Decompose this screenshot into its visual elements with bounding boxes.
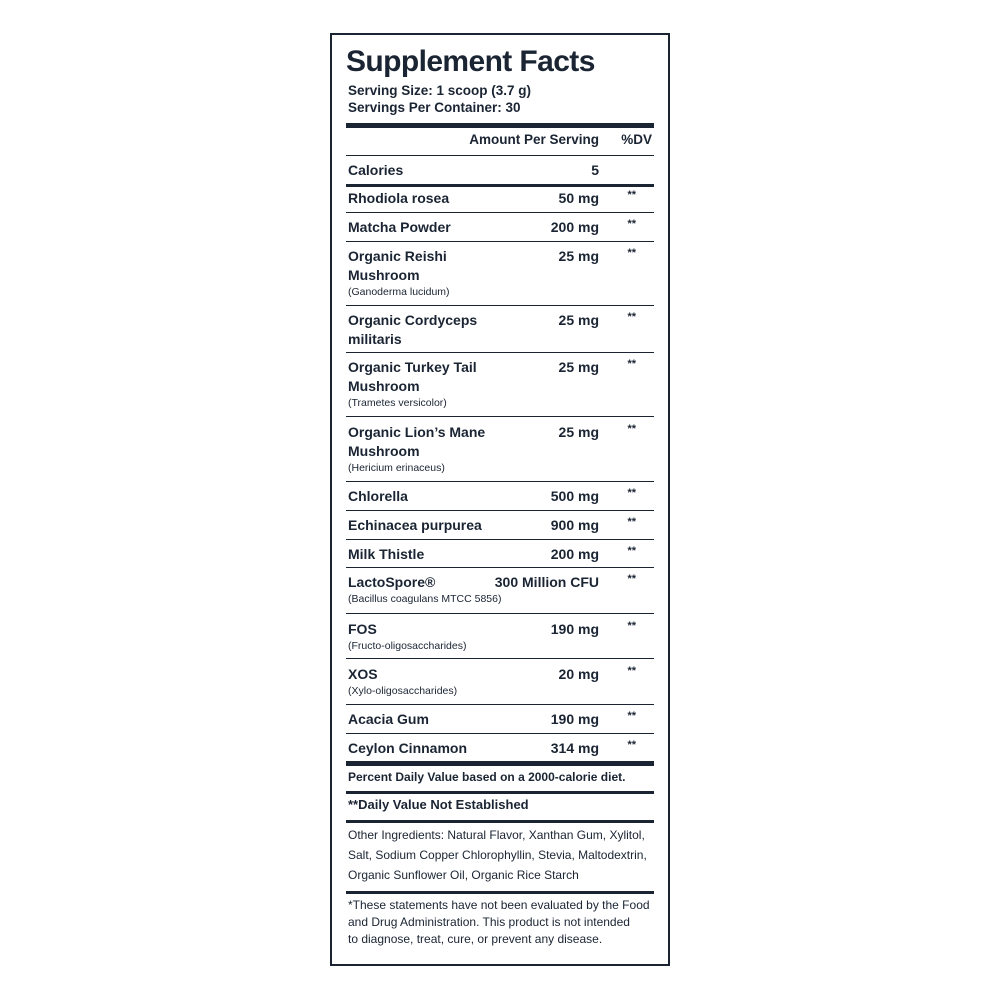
ingredient-name	[348, 620, 513, 653]
disclaimer-line: *These statements have not been evaluated by the Food	[348, 898, 650, 912]
servings-per-container: Servings Per Container: 30	[348, 100, 521, 115]
ingredient-amount: 25 mg	[558, 424, 599, 440]
ingredient-scientific-name: (Hericium erinaceus)	[348, 462, 445, 474]
fda-disclaimer	[348, 897, 654, 948]
ingredient-name: Echinacea purpurea	[348, 517, 482, 533]
ingredient-amount: 300 Million CFU	[494, 574, 599, 590]
ingredient-amount: 50 mg	[558, 190, 599, 206]
divider	[346, 416, 654, 417]
ingredient-scientific-name: (Bacillus coagulans MTCC 5856)	[348, 593, 502, 605]
ingredient-dv: **	[627, 573, 636, 585]
ingredient-dv: **	[627, 739, 636, 751]
ingredient-dv: **	[627, 218, 636, 230]
disclaimer-line: to diagnose, treat, cure, or prevent any disease.	[348, 932, 603, 946]
ingredient-name-line: Mushroom	[348, 267, 420, 283]
ingredient-amount: 20 mg	[558, 666, 599, 682]
ingredient-name	[348, 573, 513, 606]
divider	[346, 510, 654, 511]
other-ingredients-line: Other Ingredients: Natural Flavor, Xanthan Gum, Xylitol,	[348, 828, 645, 842]
ingredient-amount: 900 mg	[550, 517, 599, 533]
ingredient-dv: **	[627, 189, 636, 201]
ingredient-name-line: Organic Reishi	[348, 248, 447, 264]
ingredient-dv: **	[627, 620, 636, 632]
ingredient-name-line: Organic Lion’s Mane	[348, 424, 486, 440]
ingredient-name-line: Organic Cordyceps	[348, 312, 478, 328]
ingredient-name-line: FOS	[348, 621, 377, 637]
divider	[346, 613, 654, 614]
ingredient-amount: 25 mg	[558, 359, 599, 375]
divider-medium	[346, 184, 654, 187]
header-dv: %DV	[621, 132, 652, 147]
divider	[346, 658, 654, 659]
other-ingredients	[348, 825, 654, 885]
other-ingredients-line: Salt, Sodium Copper Chlorophyllin, Stevia, Maltodextrin,	[348, 848, 647, 862]
divider	[346, 733, 654, 734]
daily-value-not-established-note: **Daily Value Not Established	[348, 797, 529, 812]
serving-size: Serving Size: 1 scoop (3.7 g)	[348, 83, 532, 98]
supplement-facts-panel	[330, 33, 670, 966]
divider-thick	[346, 123, 654, 128]
ingredient-amount: 500 mg	[550, 488, 599, 504]
ingredient-name-line: LactoSpore®	[348, 574, 436, 590]
ingredient-scientific-name: (Xylo-oligosaccharides)	[348, 685, 458, 697]
ingredient-name-line: Mushroom	[348, 378, 420, 394]
ingredient-scientific-name: (Ganoderma lucidum)	[348, 286, 450, 298]
divider	[346, 155, 654, 156]
ingredient-dv: **	[627, 423, 636, 435]
ingredient-dv: **	[627, 487, 636, 499]
divider	[346, 539, 654, 540]
ingredient-amount: 190 mg	[550, 711, 599, 727]
ingredient-amount: 200 mg	[550, 546, 599, 562]
ingredient-name	[348, 311, 513, 349]
ingredient-amount: 25 mg	[558, 312, 599, 328]
divider	[346, 704, 654, 705]
calories-value: 5	[591, 162, 599, 178]
ingredient-dv: **	[627, 665, 636, 677]
divider	[346, 567, 654, 568]
ingredient-name-line: XOS	[348, 666, 378, 682]
other-ingredients-line: Organic Sunflower Oil, Organic Rice Starch	[348, 868, 579, 882]
ingredient-amount: 200 mg	[550, 219, 599, 235]
ingredient-amount: 25 mg	[558, 248, 599, 264]
ingredient-dv: **	[627, 545, 636, 557]
divider	[346, 241, 654, 242]
divider-medium	[346, 820, 654, 823]
ingredient-name-line: Mushroom	[348, 443, 420, 459]
header-amount-per-serving: Amount Per Serving	[469, 132, 599, 147]
ingredient-amount: 314 mg	[550, 740, 599, 756]
ingredient-name-line: Organic Turkey Tail	[348, 359, 477, 375]
divider-medium	[346, 791, 654, 794]
ingredient-name: Rhodiola rosea	[348, 190, 450, 206]
ingredient-name	[348, 665, 513, 698]
ingredient-name	[348, 358, 513, 410]
ingredient-name-line: militaris	[348, 331, 402, 347]
divider	[346, 305, 654, 306]
divider-medium	[346, 891, 654, 894]
ingredient-name: Ceylon Cinnamon	[348, 740, 468, 756]
disclaimer-line: and Drug Administration. This product is not intended	[348, 915, 630, 929]
ingredient-scientific-name: (Trametes versicolor)	[348, 397, 447, 409]
divider	[346, 212, 654, 213]
ingredient-name: Acacia Gum	[348, 711, 429, 727]
ingredient-name	[348, 247, 513, 299]
calories-label: Calories	[348, 162, 404, 178]
ingredient-dv: **	[627, 311, 636, 323]
divider	[346, 481, 654, 482]
ingredient-name	[348, 423, 513, 475]
ingredient-scientific-name: (Fructo-oligosaccharides)	[348, 640, 467, 652]
percent-daily-value-note: Percent Daily Value based on a 2000-calorie diet.	[348, 770, 626, 784]
ingredient-amount: 190 mg	[550, 621, 599, 637]
divider	[346, 352, 654, 353]
ingredient-dv: **	[627, 247, 636, 259]
ingredient-name: Chlorella	[348, 488, 408, 504]
divider-thick	[346, 761, 654, 766]
ingredient-name: Milk Thistle	[348, 546, 425, 562]
ingredient-name: Matcha Powder	[348, 219, 451, 235]
ingredient-dv: **	[627, 710, 636, 722]
ingredient-dv: **	[627, 358, 636, 370]
panel-title: Supplement Facts	[346, 45, 595, 78]
ingredient-dv: **	[627, 516, 636, 528]
